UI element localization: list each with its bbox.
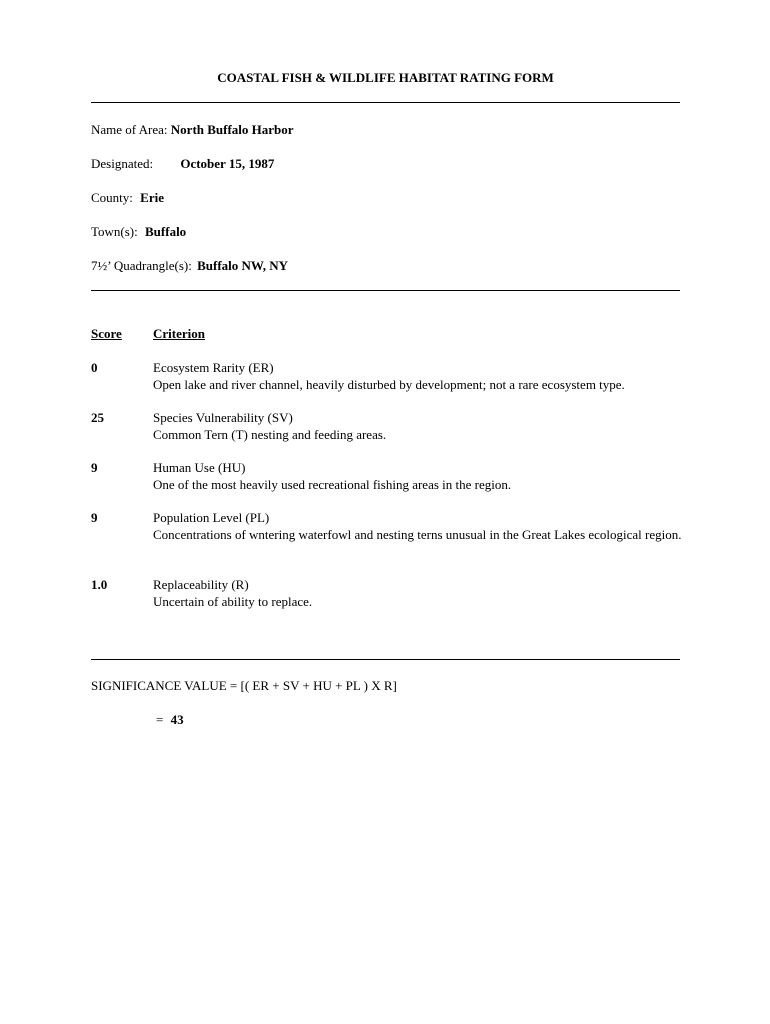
quadrangle-value: Buffalo NW, NY [197, 258, 288, 273]
divider-bottom [91, 659, 680, 660]
towns-label: Town(s): [91, 224, 138, 239]
criterion-name: Ecosystem Rarity (ER) [153, 360, 274, 375]
criterion-description: Uncertain of ability to replace. [153, 594, 313, 609]
quadrangle-line [91, 258, 288, 274]
score-header: Score [91, 326, 122, 341]
significance-result [156, 712, 184, 728]
area-name-value: North Buffalo Harbor [170, 122, 294, 137]
divider-middle [91, 290, 680, 291]
criterion-entry [153, 509, 683, 543]
score-value: 9 [91, 460, 98, 475]
significance-value: 43 [170, 712, 184, 727]
criterion-description: One of the most heavily used recreational fishing areas in the region. [153, 477, 512, 492]
towns-value: Buffalo [145, 224, 187, 239]
designated-line [91, 156, 274, 172]
score-value: 1.0 [91, 577, 108, 592]
designated-label: Designated: [91, 156, 154, 171]
score-value: 9 [91, 510, 98, 525]
towns-line [91, 224, 186, 240]
divider-top [91, 102, 680, 103]
quadrangle-label: 7½’ Quadrangle(s): [91, 258, 192, 273]
criterion-name: Human Use (HU) [153, 460, 246, 475]
county-value: Erie [140, 190, 164, 205]
criterion-entry [153, 359, 683, 393]
significance-formula: SIGNIFICANCE VALUE = [( ER + SV + HU + PL ) X R] [91, 678, 397, 693]
criterion-entry [153, 459, 683, 493]
equals-sign: = [156, 712, 164, 727]
criterion-name: Replaceability (R) [153, 577, 249, 592]
criterion-description: Concentrations of wntering waterfowl and nesting terns unusual in the Great Lakes ecological region. [153, 527, 682, 542]
score-value: 25 [91, 410, 104, 425]
score-value: 0 [91, 360, 98, 375]
form-title: COASTAL FISH & WILDLIFE HABITAT RATING FORM [217, 70, 554, 85]
criterion-header: Criterion [153, 326, 205, 341]
designated-value: October 15, 1987 [180, 156, 275, 171]
area-name-line [91, 122, 294, 138]
criterion-name: Population Level (PL) [153, 510, 270, 525]
criterion-name: Species Vulnerability (SV) [153, 410, 293, 425]
criterion-entry [153, 576, 683, 610]
criterion-description: Common Tern (T) nesting and feeding areas. [153, 427, 387, 442]
county-line [91, 190, 164, 206]
area-name-label: Name of Area: [91, 122, 168, 137]
criterion-description: Open lake and river channel, heavily disturbed by development; not a rare ecosystem type. [153, 377, 625, 392]
criterion-entry [153, 409, 683, 443]
county-label: County: [91, 190, 133, 205]
